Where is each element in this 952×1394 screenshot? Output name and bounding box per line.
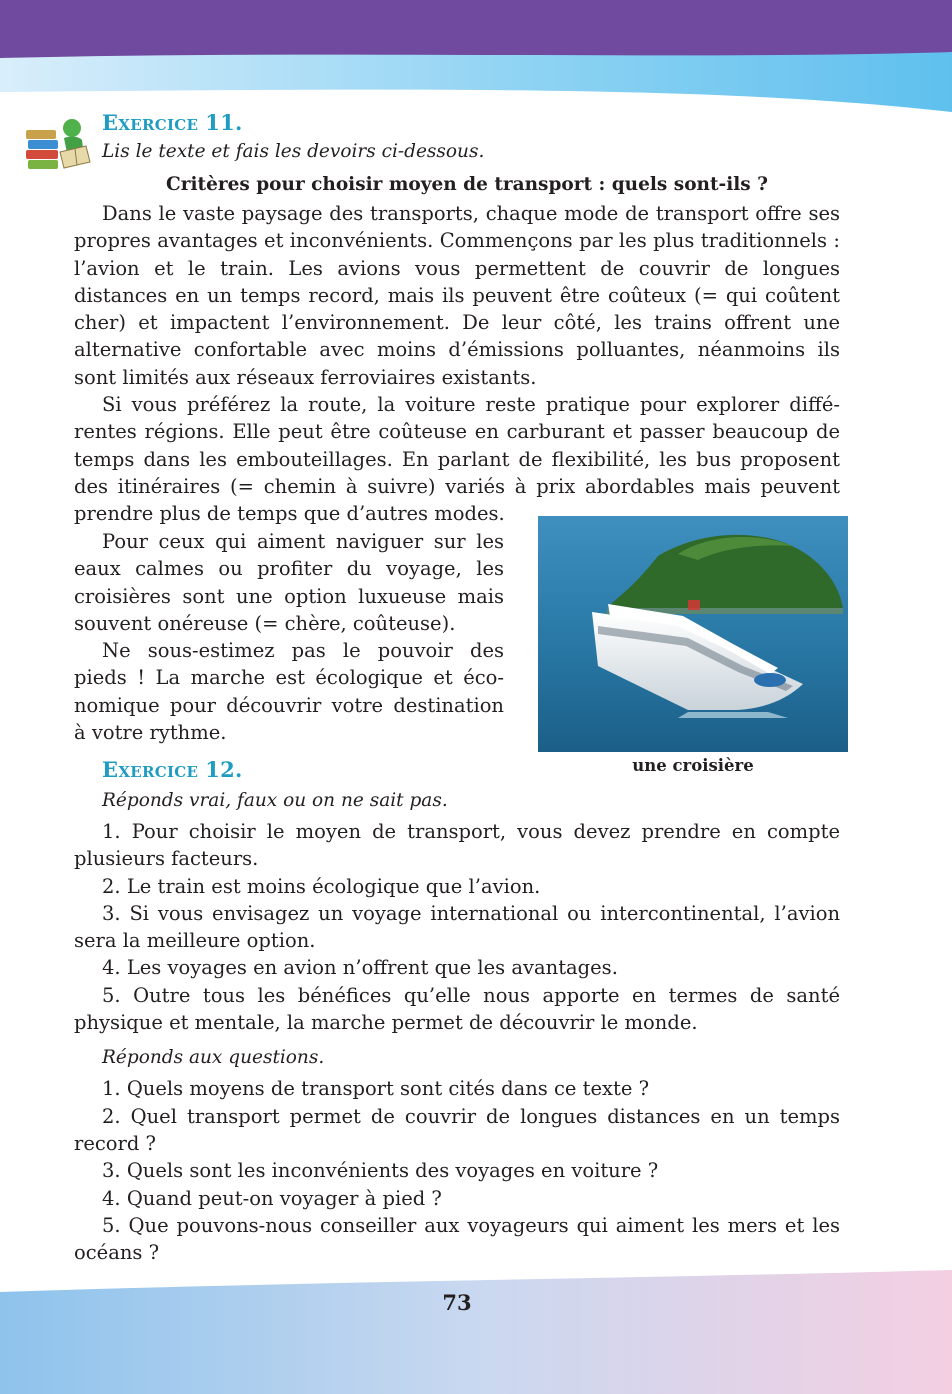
- exercise-12-title: EXERCICE 12.: [102, 757, 243, 782]
- question-item: 4. Quand peut-on voyager à pied ?: [102, 1186, 442, 1210]
- exercise-11-instruction: Lis le texte et fais les devoirs ci-dessous.: [102, 141, 485, 162]
- exercise-12-instruction-1: Réponds vrai, faux ou on ne sait pas.: [102, 790, 448, 811]
- paragraph-1: Dans le vaste paysage des transports, chaque mode de transport offre ses propres avantages et inconvénients. Commençons par les plus traditionnels : l’avion et le train. Les avions vous permettent de couvrir de longues distances en un temps record, mais ils peuvent être coûteux (= qui coûtent cher) et impactent l’environnement. De leur côté, les trains offrent une alternative confortable avec moins d’émissions polluantes, néanmoins ils sont limités aux réseaux ferroviaires existants.: [74, 202, 840, 389]
- paragraph-2: Si vous préférez la route, la voiture reste pratique pour explorer différentes régions. Elle peut être coûteuse en carburant et passer beaucoup de temps dans les embouteillages. En parlant de flexibilité, les bus proposent des itinéraires (= chemin à suivre) variés à prix abordables mais peuvent prendre plus de temps que d’autres modes.: [74, 393, 840, 526]
- statement-item: 5. Outre tous les bénéfices qu’elle nous apporte en termes de santé physique et mentale, la marche permet de découvrir le monde.: [74, 983, 840, 1035]
- statement-item: 2. Le train est moins écologique que l’avion.: [102, 874, 541, 898]
- exercise-12-body: [74, 787, 840, 1266]
- page-number: 73: [442, 1290, 472, 1315]
- question-item: 3. Quels sont les inconvénients des voyages en voiture ?: [102, 1159, 659, 1183]
- paragraph-3: Pour ceux qui aiment naviguer sur les eaux calmes ou profiter du voyage, les croisières sont une option luxueuse mais souvent onéreuse (= chère, coûteuse).: [74, 530, 504, 635]
- statement-item: 3. Si vous envisagez un voyage international ou intercontinental, l’avion sera la meilleure option.: [74, 901, 840, 953]
- questions-list: [74, 1075, 840, 1266]
- figure-caption: une croisière: [632, 756, 754, 775]
- footer-decoration: [0, 1270, 952, 1394]
- reading-text-narrow: [74, 528, 504, 746]
- exercise-12-instruction-2: Réponds aux questions.: [102, 1047, 325, 1069]
- true-false-list: [74, 818, 840, 1036]
- text-title: Critères pour choisir moyen de transport : quels sont-ils ?: [166, 174, 768, 195]
- question-item: 1. Quels moyens de transport sont cités dans ce texte ?: [102, 1077, 650, 1101]
- book-reader-icon: [24, 116, 96, 172]
- question-item: 2. Quel transport permet de couvrir de longues distances en un temps record ?: [74, 1104, 841, 1155]
- statement-item: 4. Les voyages en avion n’offrent que les avantages.: [102, 956, 618, 980]
- header-decoration: [0, 0, 952, 120]
- statement-item: 1. Pour choisir le moyen de transport, vous devez prendre en compte plusieurs facteurs.: [74, 820, 840, 871]
- reading-text: [74, 170, 840, 528]
- question-item: 5. Que pouvons-nous conseiller aux voyageurs qui aiment les mers et les océans ?: [74, 1213, 841, 1265]
- paragraph-4: Ne sous-estimez pas le pouvoir des pieds ! La marche est écologique et économique pour découvrir votre destination à votre rythme.: [74, 639, 504, 745]
- cruise-ship-photo: [538, 516, 848, 752]
- exercise-11-header: [102, 108, 484, 165]
- exercise-11-title: EXERCICE 11.: [102, 110, 243, 135]
